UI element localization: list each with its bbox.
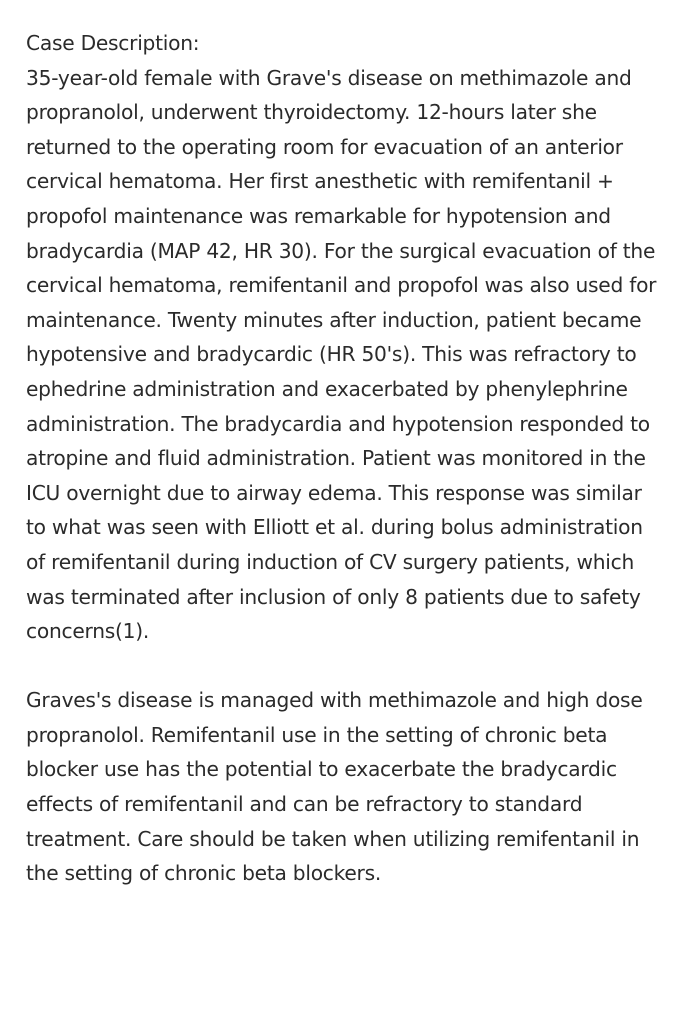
case-paragraph: 35-year-old female with Grave's disease on methimazole and propranolol, underwent thyroidectomy. 12-hours later she returned to the operating room for evacuation of an anterior cervical hematoma. Her first anesthetic with remifentanil + propofol maintenance was remarkable for hypotension and bradycardia (MAP 42, HR 30). For the surgical evacuation of the cervical hematoma, remifentanil and propofol was also used for maintenance. Twenty minutes after induction, patient became hypotensive and bradycardic (HR 50's). This was refractory to ephedrine administration and exacerbated by phenylephrine administration. The bradycardia and hypotension responded to atropine and fluid administration. Patient was monitored in the ICU overnight due to airway edema. This response was similar to what was seen with Elliott et al. during bolus administration of remifentanil during induction of CV surgery patients, which was terminated after inclusion of only 8 patients due to safety concerns(1). [26, 65, 657, 644]
case-description-heading: Case Description: [26, 31, 200, 55]
discussion-paragraph: Graves's disease is managed with methimazole and high dose propranolol. Remifentanil use in the setting of chronic beta blocker use has the potential to exacerbate the bradycardic effects of remifentanil and can be refractory to standard treatment. Care should be taken when utilizing remifentanil in the setting of chronic beta blockers. [26, 688, 643, 886]
